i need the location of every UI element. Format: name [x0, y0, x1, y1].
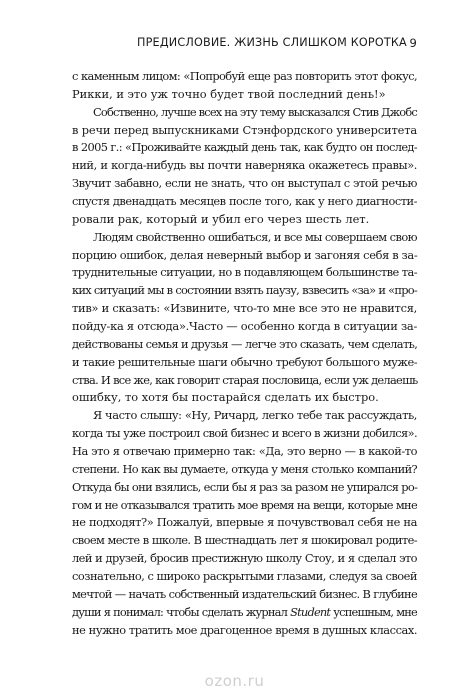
text-segment: успешным, мне: [330, 604, 417, 619]
text-line: не нужно тратить мое драгоценное время в душных классах.: [72, 622, 417, 637]
text-line: гом и не отказывался тратить мое время на вещи, которые мне: [72, 497, 417, 512]
text-line: Собственно, лучше всех на эту тему высказался Стив Джобс: [93, 104, 417, 119]
text-line: Рикки, и это уж точно будет твой последний день!»: [72, 86, 386, 101]
text-line: Звучит забавно, если не знать, что он выступал с этой речью: [72, 176, 417, 191]
text-line: мечтой — начать собственный издательский бизнес. В глубине: [72, 586, 417, 601]
text-line: ошибку, то хотя бы постарайся сделать их быстро.: [72, 390, 379, 405]
text-line: в речи перед выпускниками Стэнфордского университета: [72, 122, 417, 137]
text-line: На это я отвечаю примерно так: «Да, это верно — в какой-то: [72, 444, 417, 459]
text-line: когда ты уже построил свой бизнес и всего в жизни добился».: [72, 426, 417, 441]
text-line: ровали рак, который и убил его через шесть лет.: [72, 211, 370, 226]
watermark-text: ozon.ru: [204, 672, 265, 690]
text-line: труднительные ситуации, но в подавляющем большинстве та-: [72, 265, 417, 280]
body-text: [72, 68, 417, 640]
text-line: сознательно, с широко раскрытыми глазами, следуя за своей: [72, 569, 417, 584]
text-line: спустя двенадцать месяцев после того, как у него диагности-: [72, 194, 417, 209]
text-line: ний, и когда-нибудь вы почти наверняка окажетесь правы».: [72, 158, 417, 173]
running-header: [137, 36, 417, 52]
text-line: Откуда бы они взялись, если бы я раз за разом не упирался ро-: [72, 479, 418, 494]
text-line: [72, 604, 417, 622]
text-line: действованы семья и друзья — легче это сказать, чем сделать,: [72, 336, 418, 351]
text-line: с каменным лицом: «Попробуй еще раз повторить этот фокус,: [72, 69, 417, 83]
text-line: Людям свойственно ошибаться, и все мы совершаем свою: [93, 229, 418, 244]
text-line: ких ситуаций мы в состоянии взять паузу, взвесить «за» и «про-: [72, 283, 417, 298]
text-line: и такие решительные шаги обычно требуют большого муже-: [72, 354, 418, 369]
text-line: своем месте в школе. В шестнадцать лет я шокировал родите-: [72, 533, 417, 548]
page-number: 9: [409, 36, 417, 50]
text-line: ства. И все же, как говорит старая пословица, если уж делаешь: [72, 372, 418, 387]
text-line: лей и друзей, бросив престижную школу Стоу, и я сделал это: [72, 551, 417, 566]
text-line: в 2005 г.: «Проживайте каждый день так, как будто он послед-: [72, 140, 417, 155]
text-line: степени. Но как вы думаете, откуда у меня столько компаний?: [72, 461, 417, 476]
text-segment: души я понимал: чтобы сделать журнал: [72, 604, 291, 619]
text-line: не подходят?» Пожалуй, впервые я почувствовал себя не на: [72, 515, 417, 530]
italic-title: Student: [290, 604, 331, 619]
text-line: тив» и сказать: «Извините, что-то мне все это не нравится,: [72, 301, 418, 316]
text-line: порцию ошибок, делая неверный выбор и загоняя себя в за-: [72, 247, 418, 262]
chapter-title: ПРЕДИСЛОВИЕ. ЖИЗНЬ СЛИШКОМ КОРОТКА: [137, 36, 407, 49]
text-line: пойду-ка я отсюда».Часто — особенно когда в ситуации за-: [72, 319, 418, 334]
text-line: Я часто слышу: «Ну, Ричард, легко тебе так рассуждать,: [93, 408, 417, 423]
